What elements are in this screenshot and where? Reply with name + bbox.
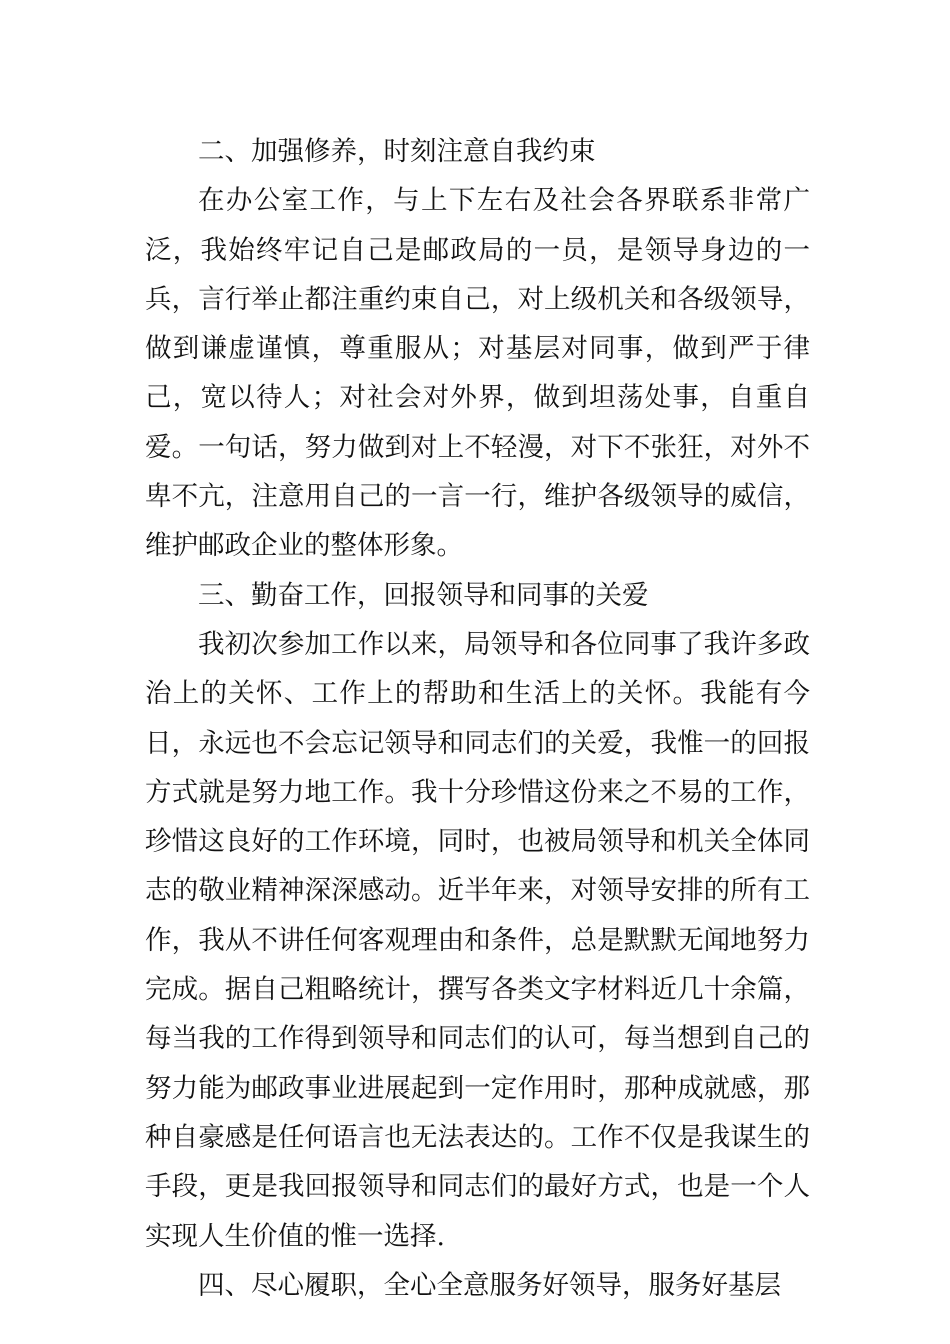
document-body: [145, 127, 810, 1310]
section-heading-2: 二、加强修养，时刻注意自我约束: [198, 136, 596, 167]
section-heading-4: 四、尽心履职，全心全意服务好领导，服务好基层: [198, 1269, 781, 1301]
section-heading-3: 三、勤奋工作，回报领导和同事的关爱: [198, 579, 649, 611]
section-3-paragraph: 我初次参加工作以来，局领导和各位同事了我许多政治上的关怀、工作上的帮助和生活上的关怀。我能有今日，永远也不会忘记领导和同志们的关爱，我惟一的回报方式就是努力地工作。我十分珍惜这份来之不易的工作，珍惜这良好的工作环境，同时，也被局领导和机关全体同志的敬业精神深深感动。近半年来，对领导安排的所有工作，我从不讲任何客观理由和条件，总是默默无闻地努力完成。据自己粗略统计，撰写各类文字材料近几十余篇，每当我的工作得到领导和同志们的认可，每当想到自己的努力能为邮政事业进展起到一定作用时，那种成就感，那种自豪感是任何语言也无法表达的。工作不仅是我谋生的手段，更是我回报领导和同志们的最好方式，也是一个人实现人生价值的惟一选择.: [145, 628, 810, 1252]
section-2-paragraph: 在办公室工作，与上下左右及社会各界联系非常广泛，我始终牢记自己是邮政局的一员，是领导身边的一兵，言行举止都注重约束自己，对上级机关和各级领导，做到谦虚谨慎，尊重服从；对基层对同事，做到严于律己，宽以待人；对社会对外界，做到坦荡处事，自重自爱。一句话，努力做到对上不轻漫，对下不张狂，对外不卑不亢，注意用自己的一言一行，维护各级领导的威信，维护邮政企业的整体形象。: [145, 185, 810, 562]
